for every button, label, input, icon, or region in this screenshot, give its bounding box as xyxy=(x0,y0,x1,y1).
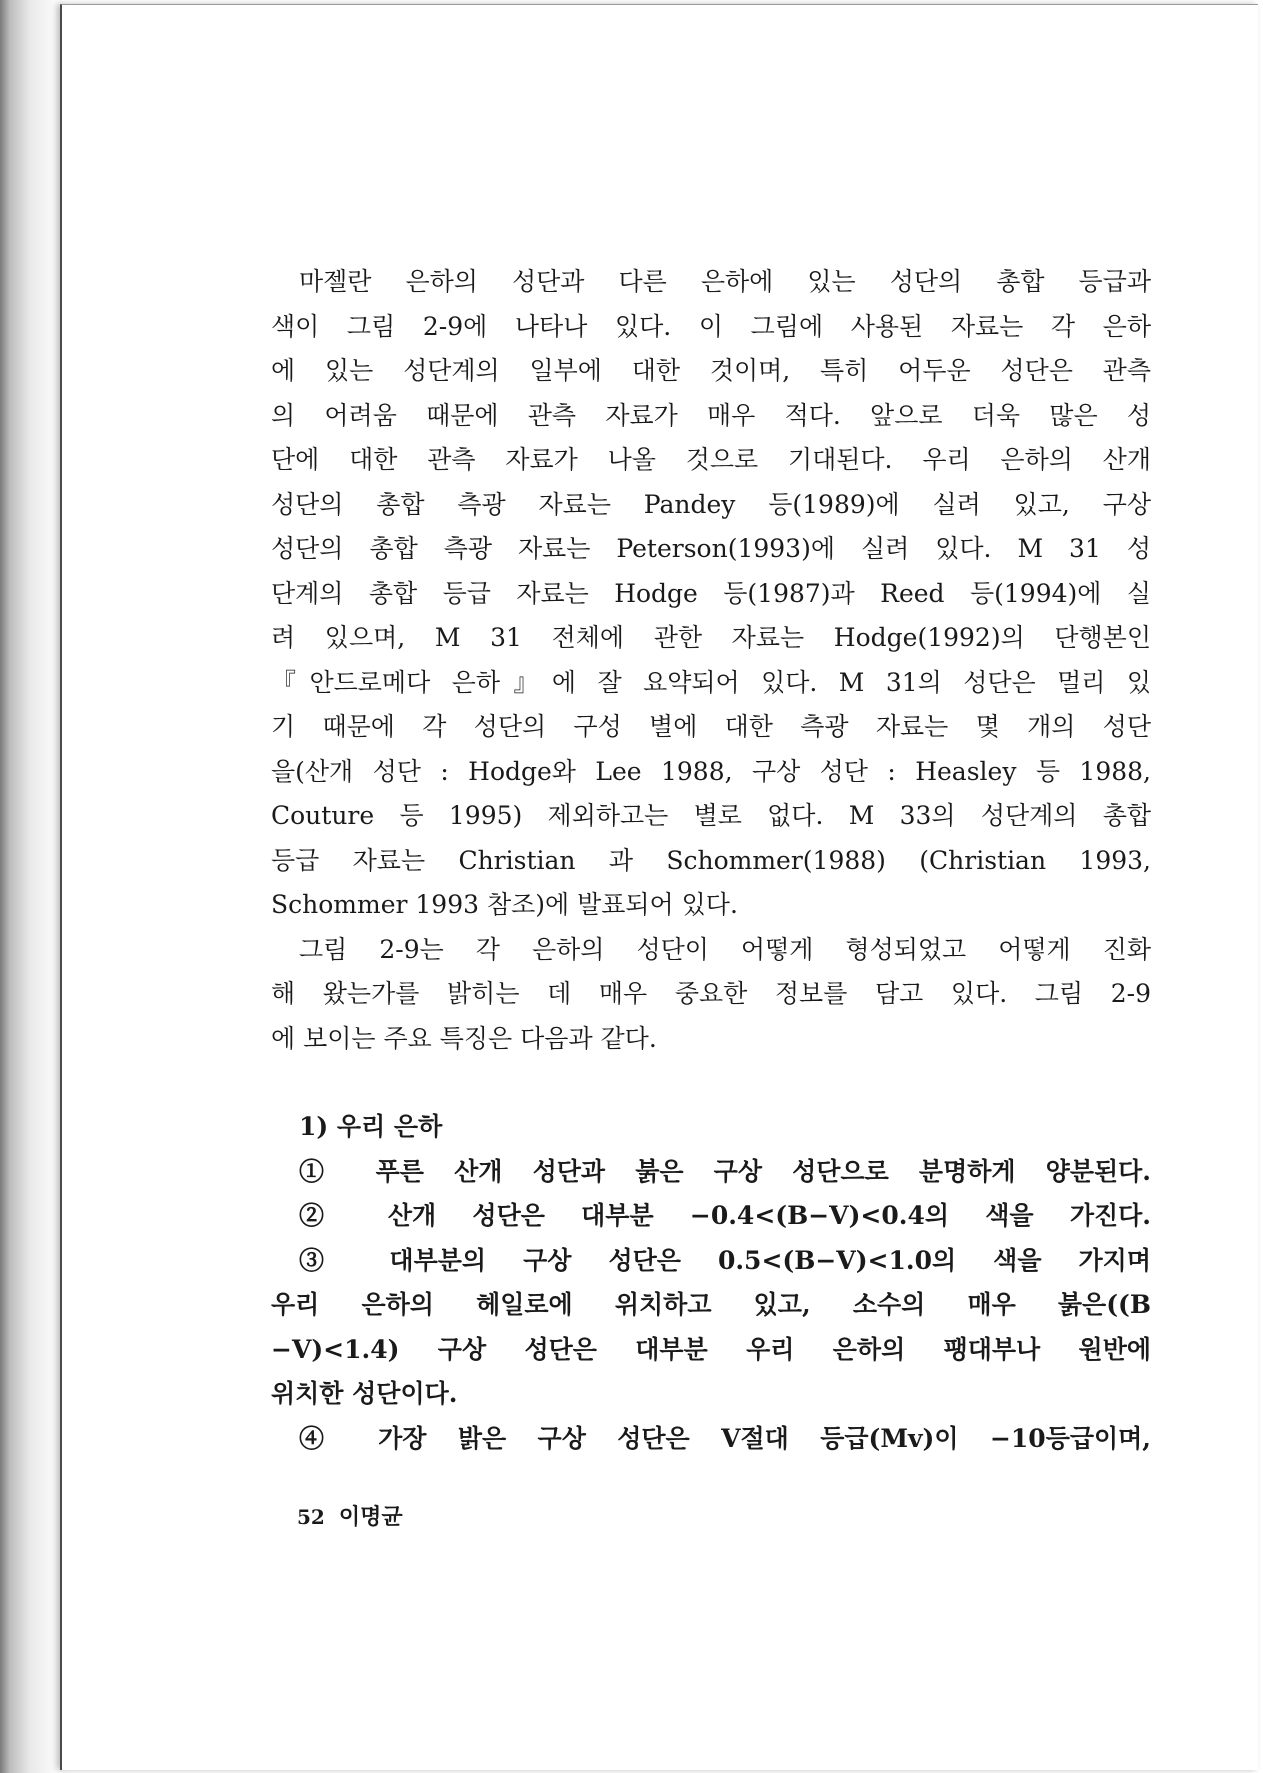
text-line: 에 있는 성단계의 일부에 대한 것이며, 특히 어두운 성단은 관측 xyxy=(271,356,1151,385)
text-line: 그림 2-9는 각 은하의 성단이 어떻게 형성되었고 어떻게 진화 xyxy=(299,934,1151,964)
author-name: 이명균 xyxy=(338,1504,403,1530)
list-item-continuation: 위치한 성단이다. xyxy=(271,1379,458,1408)
text-line: 등급 자료는 Christian 과 Schommer(1988) (Christian 1993, xyxy=(271,845,1151,875)
text-line: 에 보이는 주요 특징은 다음과 같다. xyxy=(271,1023,657,1053)
text-line: 을(산개 성단 : Hodge와 Lee 1988, 구상 성단 : Heasley 등 1988, xyxy=(271,756,1151,786)
text-line: 해 왔는가를 밝히는 데 매우 중요한 정보를 담고 있다. 그림 2-9 xyxy=(271,979,1151,1008)
text-line: 단계의 총합 등급 자료는 Hodge 등(1987)과 Reed 등(1994)에 실 xyxy=(271,578,1151,608)
text-line: 성단의 총합 측광 자료는 Peterson(1993)에 실려 있다. M 31 성 xyxy=(271,534,1151,563)
paragraph-1 xyxy=(271,260,1151,928)
list-item: ③ 대부분의 구상 성단은 0.5<(B−V)<1.0의 색을 가지며 xyxy=(299,1245,1151,1275)
section-gap xyxy=(271,1061,1151,1105)
text-line: 의 어려움 때문에 관측 자료가 매우 적다. 앞으로 더욱 많은 성 xyxy=(271,400,1151,430)
list-item-continuation: 우리 은하의 헤일로에 위치하고 있고, 소수의 매우 붉은((B xyxy=(271,1290,1151,1319)
text-line: 『안드로메다 은하』에 잘 요약되어 있다. M 31의 성단은 멀리 있 xyxy=(271,667,1151,697)
list-item-continuation: −V)<1.4) 구상 성단은 대부분 우리 은하의 팽대부나 원반에 xyxy=(271,1334,1151,1364)
page-body xyxy=(271,260,1151,1461)
text-line: Couture 등 1995) 제외하고는 별로 없다. M 33의 성단계의 총합 xyxy=(271,801,1151,830)
list-item: ④ 가장 밝은 구상 성단은 V절대 등급(Mv)이 −10등급이며, xyxy=(299,1423,1151,1453)
text-line: 기 때문에 각 성단의 구성 별에 대한 측광 자료는 몇 개의 성단 xyxy=(271,712,1151,741)
feature-list xyxy=(271,1150,1151,1462)
text-line: 마젤란 은하의 성단과 다른 은하에 있는 성단의 총합 등급과 xyxy=(299,267,1151,296)
text-line: 려 있으며, M 31 전체에 관한 자료는 Hodge(1992)의 단행본인 xyxy=(271,623,1151,652)
list-item: ① 푸른 산개 성단과 붉은 구상 성단으로 분명하게 양분된다. xyxy=(299,1156,1151,1186)
text-line: 성단의 총합 측광 자료는 Pandey 등(1989)에 실려 있고, 구상 xyxy=(271,489,1151,519)
text-line: Schommer 1993 참조)에 발표되어 있다. xyxy=(271,890,738,919)
page-number: 52 xyxy=(297,1505,325,1529)
list-item: ② 산개 성단은 대부분 −0.4<(B−V)<0.4의 색을 가진다. xyxy=(299,1201,1151,1230)
section-heading: 1) 우리 은하 xyxy=(299,1112,443,1141)
text-line: 색이 그림 2-9에 나타나 있다. 이 그림에 사용된 자료는 각 은하 xyxy=(271,311,1151,341)
text-line: 단에 대한 관측 자료가 나올 것으로 기대된다. 우리 은하의 산개 xyxy=(271,445,1151,474)
page-footer xyxy=(297,1500,403,1531)
paragraph-2 xyxy=(271,928,1151,1062)
